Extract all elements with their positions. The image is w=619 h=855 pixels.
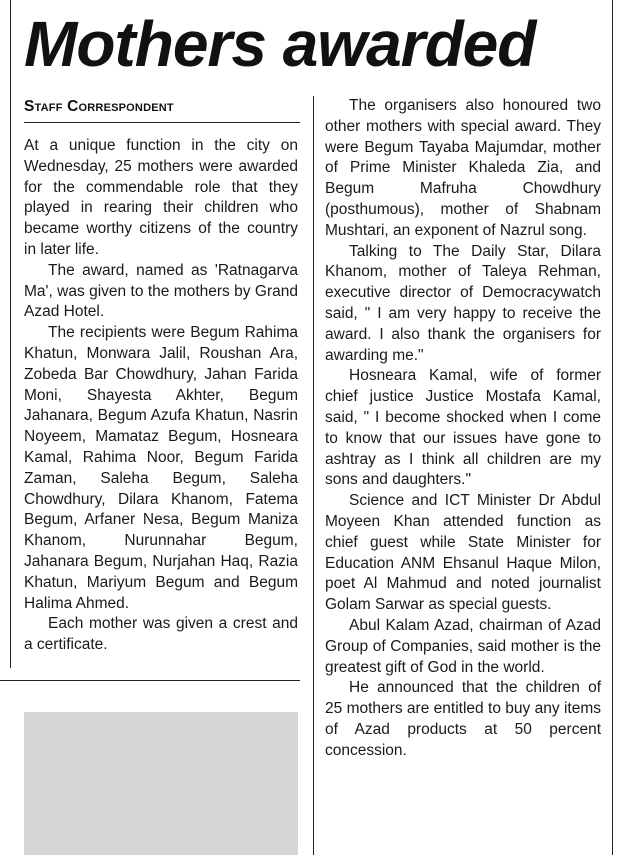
byline: Staff Correspondent bbox=[24, 98, 174, 115]
column-divider-rule bbox=[313, 96, 314, 855]
photo-placeholder bbox=[24, 712, 298, 855]
paragraph: He announced that the children of 25 mothers are entitled to buy any items of Azad products at 50 percent concession. bbox=[325, 679, 601, 759]
paragraph: The organisers also honoured two other mothers with special award. They were Begum Tayaba Majumdar, mother of Prime Minister Khaleda Zia, and Begum Mafruha Chowdhury (posthumous), mother of Shabnam Mushtari, an exponent of Nazrul song. bbox=[325, 97, 601, 239]
paragraph: The award, named as 'Ratnagarva Ma', was given to the mothers by Grand Azad Hotel. bbox=[24, 261, 298, 321]
headline: Mothers awarded bbox=[24, 8, 536, 80]
section-divider-rule bbox=[0, 680, 300, 681]
paragraph: Science and ICT Minister Dr Abdul Moyeen Khan attended function as chief guest while State Minister for Education ANM Ehsanul Haque Milon, poet Al Mahmud and noted journalist Golam Sarwar as special guests. bbox=[325, 492, 601, 614]
paragraph: At a unique function in the city on Wednesday, 25 mothers were awarded for the commendable role that they played in rearing their children who became worthy citizens of the country in later life. bbox=[24, 137, 298, 258]
paragraph: Abul Kalam Azad, chairman of Azad Group of Companies, said mother is the greatest gift of God in the world. bbox=[325, 616, 601, 676]
paragraph: Each mother was given a crest and a certificate. bbox=[24, 615, 298, 654]
byline-underline bbox=[24, 122, 300, 123]
paragraph: Talking to The Daily Star, Dilara Khanom, mother of Taleya Rehman, executive director of Democracywatch said, " I am very happy to receive the award. I also thank the organisers for awarding me." bbox=[325, 242, 601, 364]
paragraph: The recipients were Begum Rahima Khatun, Monwara Jalil, Roushan Ara, Zobeda Bar Chowdhury, Jahan Farida Moni, Shayesta Akhter, Begum Jahanara, Begum Azufa Khatun, Nasrin Noyeem, Mamataz Begum, Hosneara Kamal, Rahima Noor, Begum Farida Zaman, Saleha Begum, Saleha Chowdhury, Dilara Khanom, Fatema Begum, Arfaner Nesa, Begum Maniza Khanom, Nurunnahar Begum, Jahanara Begum, Nurjahan Haq, Razia Khatun, Mariyum Begum and Begum Halima Ahmed. bbox=[24, 324, 298, 612]
paragraph: Hosneara Kamal, wife of former chief justice Justice Mostafa Kamal, said, " I become shocked when I come to know that our issues have gone to ashtray as I think all children are my sons and daughters." bbox=[325, 367, 601, 489]
left-border-rule bbox=[10, 0, 11, 668]
article-column-left bbox=[24, 136, 298, 656]
right-border-rule bbox=[612, 0, 613, 855]
article-column-right bbox=[325, 96, 601, 762]
